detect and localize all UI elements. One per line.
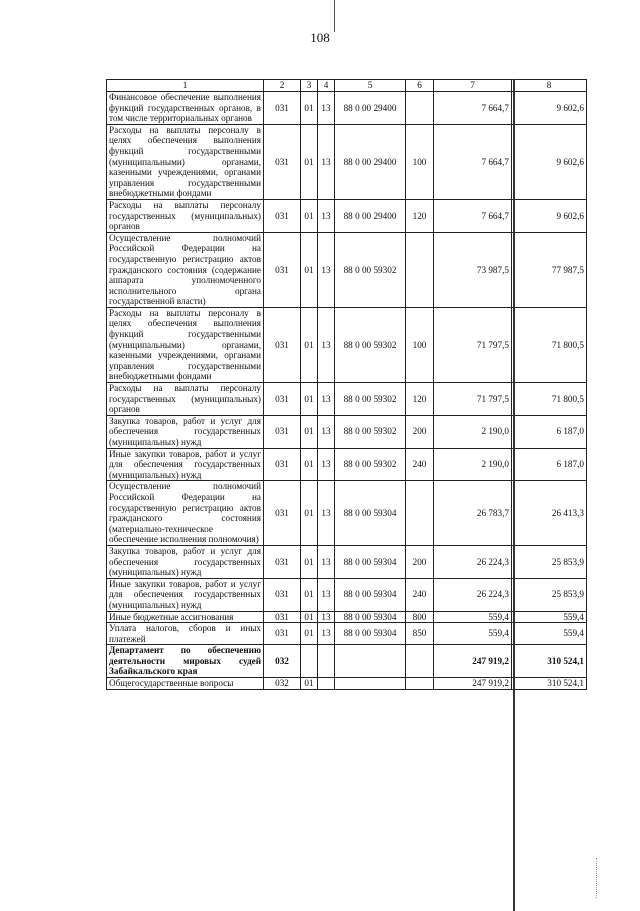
row-amount-year-2: 25 853,9 xyxy=(512,545,587,578)
row-expense-type-code: 120 xyxy=(406,383,434,416)
row-target-code xyxy=(335,678,406,690)
column-header: 6 xyxy=(406,80,434,92)
row-ministry-code: 031 xyxy=(264,578,301,611)
column-header: 8 xyxy=(512,80,587,92)
row-target-code: 88 0 00 59304 xyxy=(335,578,406,611)
row-amount-year-2: 310 524,1 xyxy=(512,645,587,678)
row-target-code: 88 0 00 59302 xyxy=(335,232,406,307)
row-section-code: 01 xyxy=(301,232,318,307)
row-subsection-code: 13 xyxy=(318,481,335,546)
row-subsection-code: 13 xyxy=(318,92,335,125)
row-subsection-code: 13 xyxy=(318,232,335,307)
row-amount-year-1: 2 190,0 xyxy=(434,415,512,448)
row-subsection-code: 13 xyxy=(318,545,335,578)
row-amount-year-1: 71 797,5 xyxy=(434,307,512,382)
row-ministry-code: 031 xyxy=(264,199,301,232)
row-name-cell: Уплата налогов, сборов и иных платежей xyxy=(107,623,264,645)
row-expense-type-code xyxy=(406,678,434,690)
row-section-code xyxy=(301,645,318,678)
row-amount-year-1: 73 987,5 xyxy=(434,232,512,307)
row-subsection-code: 13 xyxy=(318,383,335,416)
row-target-code: 88 0 00 59302 xyxy=(335,448,406,481)
row-amount-year-1: 559,4 xyxy=(434,611,512,623)
row-section-code: 01 xyxy=(301,611,318,623)
row-amount-year-2: 9 602,6 xyxy=(512,199,587,232)
row-amount-year-2: 77 987,5 xyxy=(512,232,587,307)
row-target-code: 88 0 00 59304 xyxy=(335,623,406,645)
row-amount-year-1: 247 919,2 xyxy=(434,645,512,678)
row-section-code: 01 xyxy=(301,199,318,232)
row-expense-type-code: 850 xyxy=(406,623,434,645)
row-ministry-code: 031 xyxy=(264,415,301,448)
column-header: 3 xyxy=(301,80,318,92)
row-expense-type-code: 800 xyxy=(406,611,434,623)
row-section-code: 01 xyxy=(301,678,318,690)
row-expense-type-code: 100 xyxy=(406,124,434,199)
column-header: 2 xyxy=(264,80,301,92)
row-expense-type-code: 120 xyxy=(406,199,434,232)
row-name-cell: Осуществление полномочий Российской Федерации на государственную регистрацию актов гражданского состояния (материально-техническое обеспечение исполнения полномочия) xyxy=(107,481,264,546)
row-target-code: 88 0 00 59302 xyxy=(335,415,406,448)
row-target-code: 88 0 00 59302 xyxy=(335,383,406,416)
row-ministry-code: 031 xyxy=(264,92,301,125)
row-name-cell: Иные закупки товаров, работ и услуг для обеспечения государственных (муниципальных) нужд xyxy=(107,578,264,611)
row-name-cell: Расходы на выплаты персоналу государственных (муниципальных) органов xyxy=(107,199,264,232)
row-subsection-code: 13 xyxy=(318,623,335,645)
scan-artifact-line xyxy=(334,0,335,32)
row-expense-type-code: 200 xyxy=(406,415,434,448)
row-amount-year-1: 247 919,2 xyxy=(434,678,512,690)
row-expense-type-code: 100 xyxy=(406,307,434,382)
row-name-cell: Расходы на выплаты персоналу государственных (муниципальных) органов xyxy=(107,383,264,416)
row-amount-year-2: 71 800,5 xyxy=(512,307,587,382)
row-amount-year-1: 7 664,7 xyxy=(434,92,512,125)
row-ministry-code: 032 xyxy=(264,645,301,678)
row-section-code: 01 xyxy=(301,623,318,645)
row-section-code: 01 xyxy=(301,578,318,611)
row-ministry-code: 032 xyxy=(264,678,301,690)
row-amount-year-2: 6 187,0 xyxy=(512,448,587,481)
row-ministry-code: 031 xyxy=(264,383,301,416)
row-target-code: 88 0 00 59304 xyxy=(335,481,406,546)
row-ministry-code: 031 xyxy=(264,623,301,645)
row-name-cell: Финансовое обеспечение выполнения функций государственных органов, в том числе территориальных органов xyxy=(107,92,264,125)
scan-artifact-dots xyxy=(596,858,598,898)
row-ministry-code: 031 xyxy=(264,307,301,382)
row-expense-type-code xyxy=(406,232,434,307)
row-target-code: 88 0 00 59304 xyxy=(335,545,406,578)
row-ministry-code: 031 xyxy=(264,481,301,546)
row-target-code xyxy=(335,645,406,678)
row-subsection-code: 13 xyxy=(318,124,335,199)
row-amount-year-2: 71 800,5 xyxy=(512,383,587,416)
row-ministry-code: 031 xyxy=(264,232,301,307)
row-ministry-code: 031 xyxy=(264,611,301,623)
scan-artifact-fold xyxy=(513,79,515,911)
row-section-code: 01 xyxy=(301,481,318,546)
row-expense-type-code xyxy=(406,481,434,546)
row-section-code: 01 xyxy=(301,448,318,481)
row-name-cell: Общегосударственные вопросы xyxy=(107,678,264,690)
column-header: 7 xyxy=(434,80,512,92)
row-subsection-code: 13 xyxy=(318,611,335,623)
row-subsection-code: 13 xyxy=(318,199,335,232)
row-subsection-code: 13 xyxy=(318,415,335,448)
row-amount-year-1: 7 664,7 xyxy=(434,124,512,199)
row-amount-year-1: 71 797,5 xyxy=(434,383,512,416)
row-name-cell: Расходы на выплаты персоналу в целях обеспечения выполнения функций государственными (муниципальными) органами, казенными учреждениями, органами управления государственными внебюджетными фондами xyxy=(107,124,264,199)
row-target-code: 88 0 00 29400 xyxy=(335,124,406,199)
row-ministry-code: 031 xyxy=(264,545,301,578)
row-name-cell: Иные бюджетные ассигнования xyxy=(107,611,264,623)
row-name-cell: Закупка товаров, работ и услуг для обеспечения государственных (муниципальных) нужд xyxy=(107,545,264,578)
row-target-code: 88 0 00 29400 xyxy=(335,92,406,125)
row-amount-year-2: 6 187,0 xyxy=(512,415,587,448)
row-subsection-code: 13 xyxy=(318,578,335,611)
column-header: 4 xyxy=(318,80,335,92)
column-header: 1 xyxy=(107,80,264,92)
row-amount-year-1: 26 224,3 xyxy=(434,578,512,611)
row-section-code: 01 xyxy=(301,415,318,448)
row-expense-type-code xyxy=(406,645,434,678)
row-expense-type-code xyxy=(406,92,434,125)
row-expense-type-code: 240 xyxy=(406,578,434,611)
row-amount-year-2: 9 602,6 xyxy=(512,92,587,125)
row-amount-year-1: 2 190,0 xyxy=(434,448,512,481)
row-name-cell: Расходы на выплаты персоналу в целях обеспечения выполнения функций государственными (муниципальными) органами, казенными учреждениями, органами управления государственными внебюджетными фондами xyxy=(107,307,264,382)
row-name-cell: Департамент по обеспечению деятельности мировых судей Забайкальского края xyxy=(107,645,264,678)
row-amount-year-1: 26 783,7 xyxy=(434,481,512,546)
row-expense-type-code: 240 xyxy=(406,448,434,481)
row-amount-year-2: 559,4 xyxy=(512,611,587,623)
row-subsection-code xyxy=(318,678,335,690)
row-amount-year-2: 26 413,3 xyxy=(512,481,587,546)
row-section-code: 01 xyxy=(301,92,318,125)
row-section-code: 01 xyxy=(301,545,318,578)
row-amount-year-1: 26 224,3 xyxy=(434,545,512,578)
row-ministry-code: 031 xyxy=(264,124,301,199)
column-header: 5 xyxy=(335,80,406,92)
row-target-code: 88 0 00 59302 xyxy=(335,307,406,382)
row-section-code: 01 xyxy=(301,124,318,199)
row-amount-year-2: 25 853,9 xyxy=(512,578,587,611)
row-amount-year-1: 559,4 xyxy=(434,623,512,645)
row-subsection-code: 13 xyxy=(318,448,335,481)
row-amount-year-2: 559,4 xyxy=(512,623,587,645)
row-amount-year-2: 310 524,1 xyxy=(512,678,587,690)
row-subsection-code: 13 xyxy=(318,307,335,382)
row-section-code: 01 xyxy=(301,383,318,416)
row-expense-type-code: 200 xyxy=(406,545,434,578)
row-name-cell: Осуществление полномочий Российской Федерации на государственную регистрацию актов гражданского состояния (содержание аппарата уполномоченного исполнительного органа государственной власти) xyxy=(107,232,264,307)
row-name-cell: Закупка товаров, работ и услуг для обеспечения государственных (муниципальных) нужд xyxy=(107,415,264,448)
row-ministry-code: 031 xyxy=(264,448,301,481)
row-amount-year-1: 7 664,7 xyxy=(434,199,512,232)
page-number: 108 xyxy=(310,30,330,45)
row-target-code: 88 0 00 59304 xyxy=(335,611,406,623)
row-section-code: 01 xyxy=(301,307,318,382)
row-name-cell: Иные закупки товаров, работ и услуг для обеспечения государственных (муниципальных) нужд xyxy=(107,448,264,481)
row-target-code: 88 0 00 29400 xyxy=(335,199,406,232)
row-amount-year-2: 9 602,6 xyxy=(512,124,587,199)
row-subsection-code xyxy=(318,645,335,678)
